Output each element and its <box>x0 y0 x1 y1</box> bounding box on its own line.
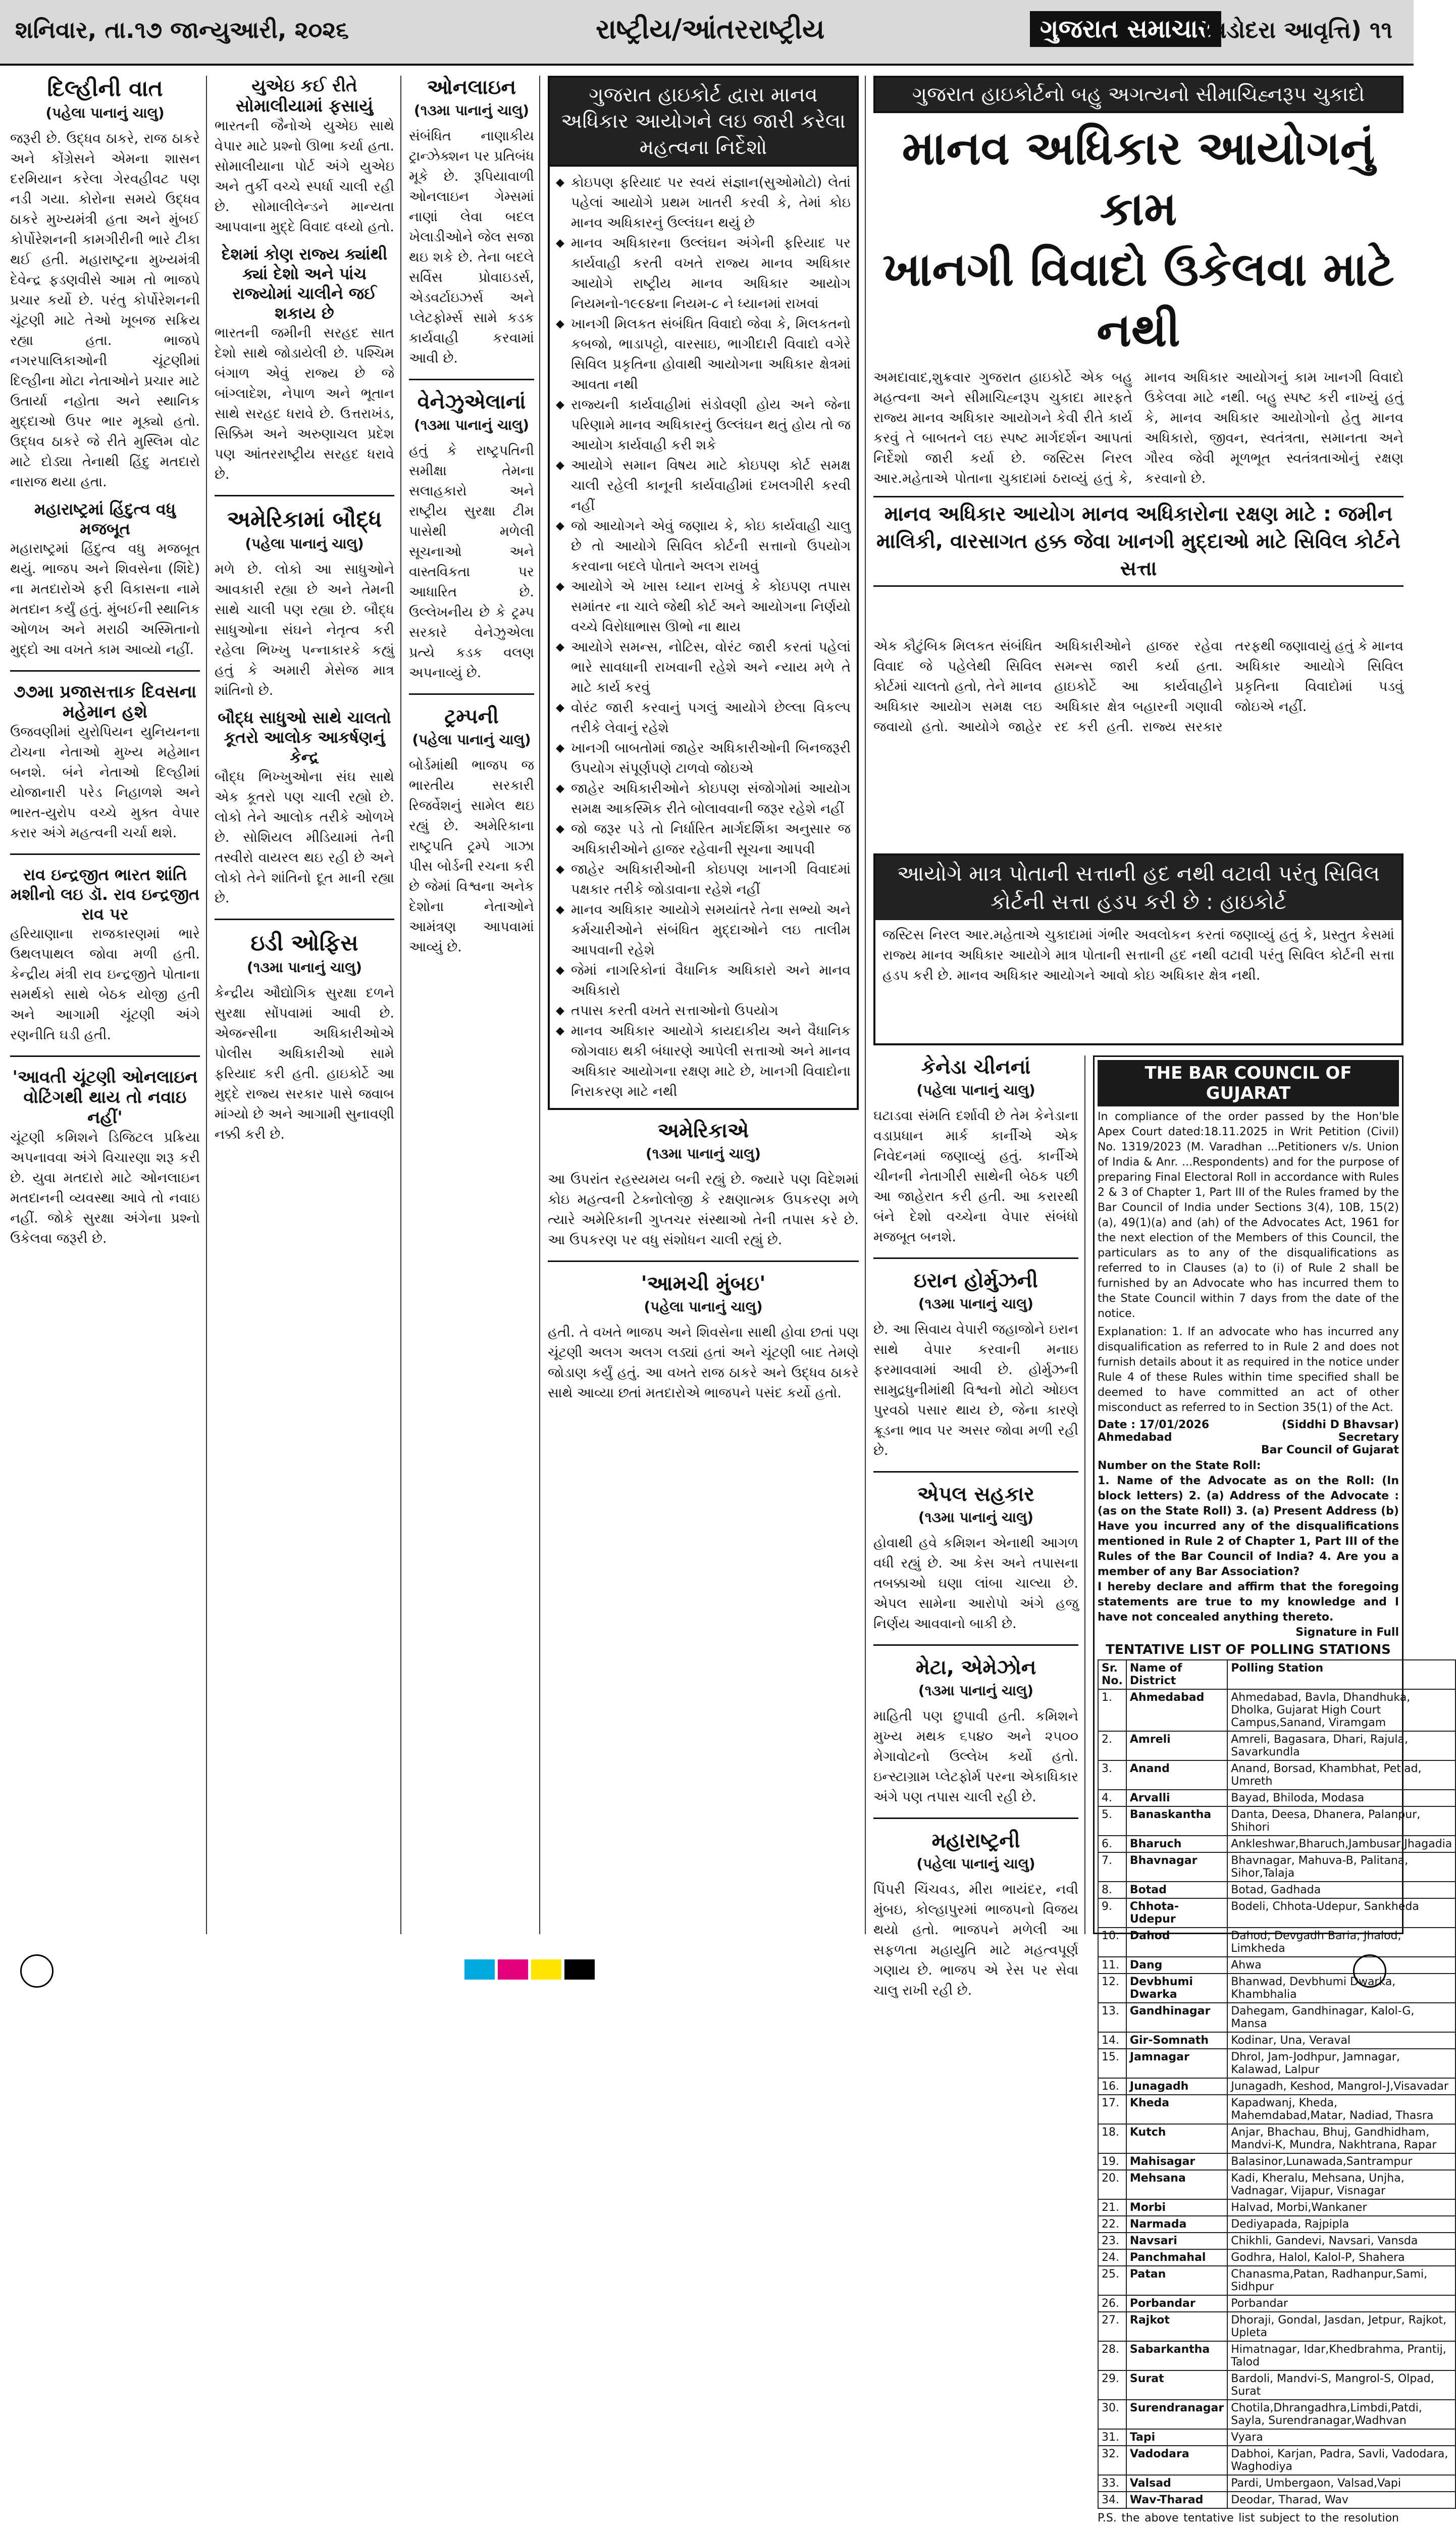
article-body: બોર્ડમાંથી ભાજપ જ ભારતીય સરકારી રિજર્વેશનું સામેલ થઇ રહ્યું છે. અમેરિકાના રાષ્ટ્રપતિ ટ્રમ્પે ગાઝા પીસ બોર્ડની રચના કરી છે જેમાં વિશ્વના અનેક દેશોના નેતાઓને આમંત્રણ આપવામાં આવ્યું છે. <box>409 758 534 955</box>
district-name: Amreli <box>1126 1731 1227 1760</box>
polling-station-list: Dediyapada, Rajpipla <box>1227 2216 1455 2233</box>
table-row <box>1098 1836 1455 1852</box>
cyan-swatch <box>464 1959 495 1980</box>
row-number: 11. <box>1098 1957 1126 1974</box>
page-header <box>0 0 1414 66</box>
row-number: 27. <box>1098 2312 1126 2341</box>
polling-station-list: Bayad, Bhiloda, Modasa <box>1227 1790 1455 1806</box>
district-name: Valsad <box>1126 2475 1227 2492</box>
divider <box>873 1817 1078 1819</box>
column-4 <box>548 76 866 1934</box>
article-body: હોવાથી હવે કમિશન એનાથી આગળ વધી રહ્યું છે. આ કેસ અને તપાસના તબક્કાઓ ઘણા લાંબા ચાલ્યા છે. એપલ સામેના આરોપો અંગે હજુ નિર્ણય આવવાનો બાકી છે. <box>873 1535 1078 1632</box>
row-number: 26. <box>1098 2295 1126 2312</box>
divider <box>548 1260 859 1262</box>
table-row <box>1098 1882 1455 1898</box>
table-row <box>1098 1689 1455 1731</box>
district-name: Morbi <box>1126 2199 1227 2216</box>
table-row <box>1098 2170 1455 2199</box>
row-number: 32. <box>1098 2446 1126 2475</box>
divider <box>873 1257 1078 1259</box>
table-row <box>1098 2233 1455 2249</box>
district-name: Jamnagar <box>1126 2049 1227 2078</box>
district-name: Wav-Tharad <box>1126 2492 1227 2508</box>
polling-station-list: Vyara <box>1227 2429 1455 2446</box>
polling-station-list: Godhra, Halol, Kalol-P, Shahera <box>1227 2249 1455 2266</box>
article-title: ૭૭મા પ્રજાસત્તાક દિવસના મહેમાન હશે <box>13 682 197 722</box>
form-items: 1. Name of the Advocate as on the Roll: (In block letters) 2. (a) Address of the Advocate : (as on the State Roll) 3. (a) Present Address (b) Have you incurred any of the disqualifications mentioned in Rule 2 of Chapter 1, Part III of the Rules of the Bar Council of India? 4. Are you a member of any Bar Association? <box>1098 1475 1399 1578</box>
signature-label: Signature in Full <box>1295 1626 1399 1639</box>
polling-stations-table <box>1098 1659 1456 2509</box>
district-name: Rajkot <box>1126 2312 1227 2341</box>
table-row <box>1098 2153 1455 2170</box>
article-continuation: (૧૩મા પાનાનું ચાલુ) <box>413 417 530 433</box>
row-number: 12. <box>1098 1974 1126 2003</box>
article-body: મહારાષ્ટ્રમાં હિંદુત્વ વધુ મજબૂત થયું. ભાજપ અને શિવસેના (શિંદે) ના મતદારોએ ફરી વિકાસના નામે મતદાન કર્યું હતું. મુંબઈની સ્થાનિક ઓળખ અને મરાઠી અસ્મિતાનો મુદ્દો આ વખતે કામ આવ્યો નહીં. <box>10 541 200 658</box>
table-title: TENTATIVE LIST OF POLLING STATIONS <box>1106 1642 1391 1657</box>
row-number: 10. <box>1098 1928 1126 1957</box>
article-body: સંબંધિત નાણાકીય ટ્રાન્ઝેક્શન પર પ્રતિબંધ મૂકે છે. રૂપિયાવાળી ઓનલાઇન ગેમ્સમાં નાણાં લેવા બદલ ખેલાડીઓને જેલ સજા થઇ શકે છે. તેના બદલે સર્વિસ પ્રોવાઇડર્સ, એડવર્ટાઇઝર્સ અને પ્લેટફોર્મ્સ સામે કડક કાર્યવાહી કરવામાં આવી છે. <box>409 128 534 366</box>
row-number: 21. <box>1098 2199 1126 2216</box>
lead-headline-2: ખાનગી વિવાદો ઉકેલવા માટે નથી <box>882 242 1394 357</box>
article-body: ઘટાડવા સંમતિ દર્શાવી છે તેમ કેનેડાના વડાપ્રધાન માર્ક કાર્નીએ એક નિવેદનમાં જણાવ્યું હતું. કાર્નીએ ચીનની નેતાગીરી સાથેની બેઠક પછી આ જાહેરાત કરી હતી. આ કરારથી બંને દેશો વચ્ચેના વેપાર સંબંધો મજબૂત બનશે. <box>873 1108 1078 1245</box>
polling-station-list: Deodar, Tharad, Wav <box>1227 2492 1455 2508</box>
article-body: હતી. તે વખતે ભાજપ અને શિવસેના સાથી હોવા છતાં પણ ચૂંટણી અલગ અલગ લડ્યાં હતાં અને ચૂંટણી બાદ તેમણે જોડાણ કર્યું હતું. આ વખતે રાજ ઠાકરે અને ઉદ્ધવ ઠાકરે સાથે આવ્યા છતાં મતદારોએ ભાજપને પસંદ કર્યો હતો. <box>548 1325 859 1401</box>
polling-station-list: Ahwa <box>1227 1957 1455 1974</box>
directive-item: ◆ ખાનગી મિલકત સંબંધિત વિવાદો જેવા કે, મિલકતનો કબજો, ભાડાપટ્ટો, વારસાઇ, ભાગીદારી વિવાદો વગેરે સિવિલ પ્રકૃતિના હોવાથી આયોગના અધિકાર ક્ષેત્રમાં આવતા નથી <box>556 314 851 395</box>
row-number: 16. <box>1098 2078 1126 2095</box>
quote-title: આયોગે માત્ર પોતાની સત્તાની હદ નથી વટાવી પરંતુ સિવિલ કોર્ટની સત્તા હડપ કરી છે : હાઇકોર્ટ <box>875 855 1401 920</box>
column-1 <box>10 76 207 1934</box>
article-continuation: (પહેલા પાનાનું ચાલુ) <box>644 1298 763 1315</box>
directive-item: ◆ કોઇપણ ફરિયાદ પર સ્વયં સંજ્ઞાન(સુઓમોટો) લેતાં પહેલાં આયોગે પ્રથમ ખાતરી કરવી કે, તેમાં કોઇ માનવ અધિકારનું ઉલ્લંઘન થયું છે <box>556 173 851 233</box>
polling-station-list: Junagadh, Keshod, Mangrol-J,Visavadar <box>1227 2078 1455 2095</box>
table-row <box>1098 2446 1455 2475</box>
district-name: Surendranagar <box>1126 2400 1227 2429</box>
article-subhead: બૌદ્ધ સાધુઓ સાથે ચાલતો કૂતરો આલોક આકર્ષણનું કેન્દ્ર <box>218 708 391 767</box>
notice-text: In compliance of the order passed by the Hon'ble Apex Court dated:18.11.2025 in Writ Petition (Civil) No. 1319/2023 (M. Varadhan ...Petitioners v/s. Union of India & Anr. ...Respondents) and for the purpose of preparing Final Electoral Roll in accordance with Rules 2 & 3 of Chapter 1, Part III of the Rules framed by the Bar Council of India under Sections 3(4), 10B, 15(2)(a), 49(1)(a) and (ah) of the Advocates Act, 1961 for the next election of the Members of this Council, the particulars as to any of the disqualifications as referred to in Clauses (a) to (i) of Rule 2 shall be furnished by an Advocate who has incurred them to the State Council within 7 days from the date of the notice. <box>1098 1110 1399 1320</box>
district-name: Gir-Somnath <box>1126 2032 1227 2049</box>
notice-ps: P.S. the above tentative list subject to the resolution <box>1098 2512 1399 2524</box>
row-number: 7. <box>1098 1852 1126 1882</box>
divider <box>409 379 534 380</box>
row-number: 15. <box>1098 2049 1126 2078</box>
article-continuation: (પહેલા પાનાનું ચાલુ) <box>245 535 364 552</box>
article-body: છે. આ સિવાય વેપારી જહાજોને ઇરાન સાથે વેપાર કરવાની મનાઇ ફરમાવવામાં આવી છે. હોર્મુઝની સામુદ્રધુનીમાંથી વિશ્વનો મોટો ઓઇલ પુરવઠો પસાર થાય છે, જેના કારણે ક્રૂડના ભાવ પર અસર જોવા મળી રહી છે. <box>873 1322 1078 1458</box>
lead-continued <box>873 636 1403 848</box>
row-number: 6. <box>1098 1836 1126 1852</box>
directive-item: ◆ રાજ્યની કાર્યવાહીમાં સંડોવણી હોય અને જેના પરિણામે માનવ અધિકારનું ઉલ્લંઘન થતું હોય તો જ આયોગ કાર્યવાહી કરી શકે <box>556 395 851 456</box>
row-number: 5. <box>1098 1806 1126 1836</box>
divider <box>10 670 200 672</box>
row-number: 8. <box>1098 1882 1126 1898</box>
article-subhead: દેશમાં કોણ રાજ્ય ક્યાંથી ક્યાં દેશો અને પાંચ રાજ્યોમાં ચાલીને જઈ શકાય છે <box>221 244 388 323</box>
article-continuation: (૧૩મા પાનાનું ચાલુ) <box>413 102 530 119</box>
directive-item: ◆ ખાનગી બાબતોમાં જાહેર અધિકારીઓની બિનજરૂરી ઉપયોગ સંપૂર્ણપણે ટાળવો જોઇએ <box>556 738 851 779</box>
table-row <box>1098 2295 1455 2312</box>
divider <box>873 1471 1078 1473</box>
district-name: Surat <box>1126 2370 1227 2400</box>
article-body: જરૂરી છે. ઉદ્ધવ ઠાકરે, રાજ ઠાકરે અને કોંગ્રેસને એમના શાસન દરમિયાન કરેલા ગેરવહીવટ પણ નડી ગયા. કોરોના સમયે ઉદ્ધવ ઠાકરે મુખ્યમંત્રી હતા અને મુંબઈ કોર્પોરેશનની કામગીરીની ભારે ટીકા થઈ હતી. મહારાષ્ટ્રના મુખ્યમંત્રી દેવેન્દ્ર ફડણવીસે આમ તો ભાજપે પ્રચાર કર્યો છે. પરંતુ કોર્પોરેશનની ચૂંટણી માટે તેઓ ખૂબજ સક્રિય રહ્યા હતા. ભાજપે નગરપાલિકાઓની ચૂંટણીમાં દિલ્હીના મોટા નેતાઓને પ્રચાર માટે ઉતાર્યા નહોતા અને સ્થાનિક મુદ્દાઓ ઉપર ભાર મૂક્યો હતો. ઉદ્ધવ ઠાકરે જે રીતે મુસ્લિમ વોટ માટે દોડ્યા તેનાથી હિંદુ મતદારો નારાજ થયા હતા. <box>10 131 200 490</box>
district-name: Kutch <box>1126 2124 1227 2153</box>
district-name: Patan <box>1126 2266 1227 2295</box>
polling-station-list: Chanasma,Patan, Radhanpur,Sami, Sidhpur <box>1227 2266 1455 2295</box>
directive-item: ◆ તપાસ કરતી વખતે સત્તાઓનો ઉપયોગ <box>556 1001 851 1021</box>
article-body: ઉજવણીમાં યુરોપિયન યુનિયનના ટોચના નેતાઓ મુખ્ય મહેમાન બનશે. બંને નેતાઓ દિલ્હીમાં યોજાનારી પરેડ નિહાળશે અને ભારત-યુરોપ વચ્ચે મુક્ત વેપાર કરાર અંગે મહત્વની ચર્ચા થશે. <box>10 724 200 841</box>
polling-station-list: Kodinar, Una, Veraval <box>1227 2032 1455 2049</box>
article-continuation: (૧૩મા પાનાનું ચાલુ) <box>918 1682 1034 1699</box>
directive-item: ◆ આયોગે એ ખાસ ધ્યાન રાખવું કે કોઇપણ તપાસ સમાંતર ના ચાલે જેથી કોર્ટ અને આયોગના નિર્ણયો વચ્ચે વિરોધાભાસ ઊભો ના થાય <box>556 577 851 637</box>
polling-station-list: Dahod, Devgadh Baria, Jhalod, Limkheda <box>1227 1928 1455 1957</box>
polling-station-list: Ankleshwar,Bharuch,Jambusar,Jhagadia <box>1227 1836 1455 1852</box>
polling-station-list: Anand, Borsad, Khambhat, Petlad, Umreth <box>1227 1760 1455 1790</box>
row-number: 18. <box>1098 2124 1126 2153</box>
table-row <box>1098 2341 1455 2370</box>
article-title: ઇરાન હોર્મુઝની <box>913 1269 1038 1292</box>
polling-station-list: Dahegam, Gandhinagar, Kalol-G, Mansa <box>1227 2003 1455 2032</box>
notice-place: Ahmedabad <box>1098 1431 1172 1444</box>
district-name: Junagadh <box>1126 2078 1227 2095</box>
color-registration-bar <box>10 1949 1403 1990</box>
directive-item: ◆ માનવ અધિકાર આયોગે સમયાંતરે તેના સભ્યો અને કર્મચારીઓને સંબંધિત મુદ્દાઓને લઇ તાલીમ આપવાની રહેશે <box>556 900 851 961</box>
row-number: 31. <box>1098 2429 1126 2446</box>
table-row <box>1098 1760 1455 1790</box>
polling-station-list: Danta, Deesa, Dhanera, Palanpur, Shihori <box>1227 1806 1455 1836</box>
article-title: અમેરિકાએ <box>657 1119 749 1142</box>
edition-label: (વડોદરા આવૃત્તિ) ૧૧ <box>1202 16 1393 43</box>
registration-mark-icon <box>20 1954 54 1988</box>
polling-station-list: Amreli, Bagasara, Dhari, Rajula, Savarkundla <box>1227 1731 1455 1760</box>
directive-item: ◆ જેમાં નાગરિકોનાં વૈધાનિક અધિકારો અને માનવ અધિકારો <box>556 961 851 1001</box>
notice-title: THE BAR COUNCIL OF GUJARAT <box>1098 1060 1399 1106</box>
district-name: Banaskantha <box>1126 1806 1227 1836</box>
article-continuation: (૧૩મા પાનાનું ચાલુ) <box>645 1145 761 1162</box>
polling-station-list: Dhrol, Jam-Jodhpur, Jamnagar, Kalawad, Lalpur <box>1227 2049 1455 2078</box>
directives-box-title: ગુજરાત હાઇકોર્ટ દ્વારા માનવ અધિકાર આયોગને લઇ જારી કરેલા મહત્વના નિર્દેશો <box>548 76 859 167</box>
polling-station-list: Halvad, Morbi,Wankaner <box>1227 2199 1455 2216</box>
column-2 <box>215 76 401 1934</box>
table-row <box>1098 2370 1455 2400</box>
row-number: 9. <box>1098 1898 1126 1928</box>
article-body: પિંપરી ચિંચવડ, મીરા ભાયંદર, નવી મુંબઇ, કોલ્હાપુરમાં ભાજપનો વિજય થયો હતો. ભાજપને મળેલી આ સફળતા મહાયુતિ માટે મહત્વપૂર્ણ ગણાય છે. ભાજપ એ રેસ પર સેવા ચાલુ રાખી રહી છે. <box>873 1882 1078 1998</box>
polling-station-list: Ahmedabad, Bavla, Dhandhuka, Dholka, Gujarat High Court Campus,Sanand, Viramgam <box>1227 1689 1455 1731</box>
divider <box>409 693 534 695</box>
district-name: Botad <box>1126 1882 1227 1898</box>
polling-station-list: Chikhli, Gandevi, Navsari, Vansda <box>1227 2233 1455 2249</box>
table-row <box>1098 2095 1455 2124</box>
article-body: માહિતી પણ છુપાવી હતી. કમિશને મુખ્ય મથક ૬૫૪૦ અને ૨૫૦૦ મેગાવોટનો ઉલ્લેખ કર્યો હતો. ઇન્સ્ટાગ્રામ પ્લેટફોર્મ પરના એકાધિકાર અંગે પણ તપાસ ચાલી રહી છે. <box>873 1708 1078 1805</box>
table-row <box>1098 2475 1455 2492</box>
table-row <box>1098 1898 1455 1928</box>
polling-station-list: Himatnagar, Idar,Khedbrahma, Prantij, Talod <box>1227 2341 1455 2370</box>
article-title: ટ્રમ્પની <box>444 705 499 728</box>
district-name: Gandhinagar <box>1126 2003 1227 2032</box>
table-row <box>1098 2429 1455 2446</box>
lead-headline: માનવ અધિકાર આયોગનું કામ <box>902 121 1375 236</box>
polling-station-list: Anjar, Bhachau, Bhuj, Gandhidham, Mandvi-K, Mundra, Nakhtrana, Rapar <box>1227 2124 1455 2153</box>
table-row <box>1098 2032 1455 2049</box>
polling-station-list: Bhanwad, Devbhumi Dwarka, Khambhalia <box>1227 1974 1455 2003</box>
quote-box <box>873 853 1403 1045</box>
district-name: Vadodara <box>1126 2446 1227 2475</box>
article-title: 'આમચી મુંબઇ' <box>641 1272 766 1295</box>
article-body: બૌદ્ધ ભિખ્ખુઓના સંઘ સાથે એક કૂતરો પણ ચાલી રહ્યો છે. લોકો તેને આલોક તરીકે ઓળખે છે. સોશિયલ મીડિયામાં તેની તસ્વીરો વાયરલ થઇ રહી છે અને લોકો તેને શાંતિનો દૂત માની રહ્યા છે. <box>215 769 394 906</box>
article-continuation: (પહેલા પાનાનું ચાલુ) <box>916 1082 1035 1098</box>
polling-station-list: Bardoli, Mandvi-S, Mangrol-S, Olpad, Surat <box>1227 2370 1455 2400</box>
divider <box>10 853 200 855</box>
article-title: કેનેડા ચીનનાં <box>921 1055 1031 1079</box>
district-name: Chhota-Udepur <box>1126 1898 1227 1928</box>
newspaper-logo: ગુજરાત સમાચાર <box>1030 11 1221 47</box>
directive-item: ◆ જો આયોગને એવું જણાય કે, કોઇ કાર્યવાહી ચાલુ છે તો આયોગે સિવિલ કોર્ટની સત્તાનો ઉપયોગ કરવાના બદલે પોતાને અલગ રાખવું <box>556 516 851 577</box>
black-swatch <box>564 1959 595 1980</box>
article-body: ભારતની જૈનોએ યુએઇ સાથે વેપાર માટે પ્રશ્નો ઊભા કર્યા હતા. સોમાલીયાના પોર્ટ અંગે યુએઇ અને તુર્કી વચ્ચે સ્પર્ધા ચાલી રહી છે. સોમાલીલેન્ડને માન્યતા આપવાના મુદ્દે વિવાદ વધ્યો હતો. <box>215 118 394 235</box>
lead-sub-body: એક કૌટુંબિક મિલકત સંબંધિત વિવાદ જે પહેલેથી સિવિલ કોર્ટમાં ચાલતો હતો, તેને માનવ અધિકાર આયોગ સમક્ષ લઇ જવાયો હતો. આયોગે જાહેર અધિકારીઓને હાજર રહેવા સમન્સ જારી કર્યા હતા. હાઇકોર્ટે આ કાર્યવાહીને અધિકાર ક્ષેત્ર બહારની ગણાવી રદ કરી હતી. રાજ્ય સરકાર તરફથી જણાવાયું હતું કે માનવ અધિકાર આયોગે સિવિલ પ્રકૃતિના વિવાદોમાં પડવું જોઇએ નહીં. <box>873 638 1403 735</box>
district-name: Mehsana <box>1126 2170 1227 2199</box>
polling-station-list: Dabhoi, Karjan, Padra, Savli, Vadodara, Waghodiya <box>1227 2446 1455 2475</box>
magenta-swatch <box>498 1959 528 1980</box>
row-number: 1. <box>1098 1689 1126 1731</box>
section-title: રાષ્ટ્રીય/આંતરરાષ્ટ્રીય <box>596 13 825 45</box>
row-number: 29. <box>1098 2370 1126 2400</box>
notice-explanation: Explanation: 1. If an advocate who has incurred any disqualification as referred to in Rule 2 and does not furnish details about it as required in the notice under Rule 4 of these Rules within time specified shall be deemed to have committed an act of other misconduct as referred to in Section 35(1) of the Act. <box>1098 1326 1399 1414</box>
signatory-title: Secretary <box>1338 1431 1399 1444</box>
article-body: મળે છે. લોકો આ સાધુઓને આવકારી રહ્યા છે અને તેમની સાથે ચાલી પણ રહ્યા છે. બૌદ્ધ સાધુઓના સંઘને નેતૃત્વ કરી રહેલા ભિખ્ખુ પન્નાકારકે કહ્યું હતું કે અમારી મેસેજ માત્ર શાંતિનો છે. <box>215 562 394 698</box>
signatory-org: Bar Council of Gujarat <box>1261 1444 1399 1456</box>
row-number: 33. <box>1098 2475 1126 2492</box>
district-name: Sabarkantha <box>1126 2341 1227 2370</box>
row-number: 17. <box>1098 2095 1126 2124</box>
article-body: કેન્દ્રીય ઔદ્યોગિક સુરક્ષા દળને સુરક્ષા સોંપવામાં આવી છે. એજન્સીના અધિકારીઓએ પોલીસ અધિકારીઓ સામે ફરિયાદ કરી હતી. હાઇકોર્ટે આ મુદ્દે રાજ્ય સરકાર પાસે જવાબ માંગ્યો છે અને આગામી સુનાવણી નક્કી કરી છે. <box>215 985 394 1142</box>
lead-story <box>873 76 1403 631</box>
article-body: ચૂંટણી કમિશને ડિજિટલ પ્રક્રિયા અપનાવવા અંગે વિચારણા શરૂ કરી છે. યુવા મતદારો માટે ઓનલાઇન મતદાનની વ્યવસ્થા આવે તો નવાઇ નહીં. જોકે સુરક્ષા અંગેના પ્રશ્નો ઉકેલવા જરૂરી છે. <box>10 1130 200 1246</box>
divider <box>873 1644 1078 1646</box>
article-title: મેટા, એમેઝોન <box>915 1656 1036 1679</box>
issue-date: શનિવાર, તા.૧૭ જાન્યુઆરી, ૨૦૨૬ <box>15 16 349 43</box>
polling-station-list: Kadi, Kheralu, Mehsana, Unjha, Vadnagar, Vijapur, Visnagar <box>1227 2170 1455 2199</box>
lead-kicker: ગુજરાત હાઇકોર્ટનો બહુ અગત્યનો સીમાચિહ્નરૂપ ચુકાદો <box>873 76 1403 113</box>
divider <box>10 1055 200 1057</box>
directive-item: ◆ જાહેર અધિકારીઓની કોઇપણ ખાનગી વિવાદમાં પક્ષકાર તરીકે જોડાવાના રહેશે નહીં <box>556 860 851 900</box>
bar-council-notice <box>1093 1055 1452 2524</box>
row-number: 3. <box>1098 1760 1126 1790</box>
table-row <box>1098 2312 1455 2341</box>
column-3 <box>409 76 540 1934</box>
article-title: એપલ સહકાર <box>917 1483 1034 1506</box>
polling-station-list: Porbandar <box>1227 2295 1455 2312</box>
directive-item: ◆ જો જરૂર પડે તો નિર્ધારિત માર્ગદર્શિકા અનુસાર જ અધિકારીઓને હાજર રહેવાની સૂચના આપવી <box>556 819 851 860</box>
directive-item: ◆ જાહેર અધિકારીઓને કોઇપણ સંજોગોમાં આયોગ સમક્ષ આકસ્મિક રીતે બોલાવવાની જરૂર રહેશે નહીં <box>556 779 851 819</box>
polling-station-list: Bhavnagar, Mahuva-B, Palitana, Sihor,Talaja <box>1227 1852 1455 1882</box>
form-declaration: I hereby declare and affirm that the foregoing statements are true to my knowledge and I have not concealed anything thereto. <box>1098 1581 1399 1624</box>
table-row <box>1098 2400 1455 2429</box>
article-title: 'આવતી ચૂંટણી ઓનલાઇન વોટિંગથી થાય તો નવાઇ નહીં' <box>12 1067 198 1128</box>
article-title: મહારાષ્ટ્રની <box>931 1829 1020 1852</box>
table-row <box>1098 1852 1455 1882</box>
directives-box <box>548 167 859 1110</box>
article-continuation: (પહેલા પાનાનું ચાલુ) <box>916 1855 1035 1872</box>
row-number: 22. <box>1098 2216 1126 2233</box>
form-heading: Number on the State Roll: <box>1098 1459 1261 1472</box>
article-body: હરિયાણાના રાજકારણમાં ભારે ઉથલપાથલ જોવા મળી હતી. કેન્દ્રીય મંત્રી રાવ ઇન્દ્રજીતે પોતાના સમર્થકો સાથે બેઠક યોજી હતી અને આગામી ચૂંટણી અંગે રણનીતિ ઘડી હતી. <box>10 926 200 1043</box>
canada-iran-column <box>873 1055 1085 1998</box>
article-continuation: (પહેલા પાનાનું ચાલુ) <box>412 731 531 748</box>
article-title: ઓનલાઇન <box>427 76 516 99</box>
row-number: 20. <box>1098 2170 1126 2199</box>
district-name: Panchmahal <box>1126 2249 1227 2266</box>
district-name: Dahod <box>1126 1928 1227 1957</box>
directives-list <box>556 173 851 1102</box>
row-number: 14. <box>1098 2032 1126 2049</box>
table-row <box>1098 2266 1455 2295</box>
divider <box>215 919 394 920</box>
district-name: Bhavnagar <box>1126 1852 1227 1882</box>
article-body: ભારતની જમીની સરહદ સાત દેશો સાથે જોડાયેલી છે. પશ્ચિમ બંગાળ એવું રાજ્ય છે જે બાંગ્લાદેશ, નેપાળ અને ભૂતાન સાથે સરહદ ધરાવે છે. ઉત્તરાખંડ, સિક્કિમ અને અરુણાચલ પ્રદેશ પણ આંતરરાષ્ટ્રીય સરહદ ધરાવે છે. <box>215 325 394 482</box>
article-title: ઇડી ઓફિસ <box>250 930 358 956</box>
district-name: Kheda <box>1126 2095 1227 2124</box>
article-title: અમેરિકામાં બૌદ્ધ <box>227 507 382 532</box>
table-row <box>1098 1790 1455 1806</box>
notice-date: Date : 17/01/2026 <box>1098 1419 1210 1431</box>
row-number: 2. <box>1098 1731 1126 1760</box>
directive-item: ◆ માનવ અધિકાર આયોગે કાયદાકીય અને વૈધાનિક જોગવાઇ થકી બંધારણે આપેલી સત્તાઓ અને માનવ અધિકાર આયોગના રક્ષણ માટે છે, ખાનગી વિવાદોના નિરાકરણ માટે નથી <box>556 1021 851 1102</box>
lead-subhead: માનવ અધિકાર આયોગ માનવ અધિકારોના રક્ષણ માટે : જમીન માલિકી, વારસાગત હક્ક જેવા ખાનગી મુદ્દાઓ માટે સિવિલ કોર્ટને સત્તા <box>873 496 1403 587</box>
district-name: Mahisagar <box>1126 2153 1227 2170</box>
row-number: 28. <box>1098 2341 1126 2370</box>
row-number: 34. <box>1098 2492 1126 2508</box>
district-name: Tapi <box>1126 2429 1227 2446</box>
article-title: યુએઇ કઈ રીતે સોમાલીયામાં ફસાયું <box>235 76 374 116</box>
article-continuation: (૧૩મા પાનાનું ચાલુ) <box>918 1295 1034 1312</box>
directive-item: ◆ આયોગે સમાન વિષય માટે કોઇપણ કોર્ટ સમક્ષ ચાલી રહેલી કાનૂની કાર્યવાહીમાં દખલગીરી કરવી નહીં <box>556 456 851 516</box>
district-name: Ahmedabad <box>1126 1689 1227 1731</box>
table-row <box>1098 2249 1455 2266</box>
table-header: Sr. No. <box>1098 1660 1126 1689</box>
district-name: Arvalli <box>1126 1790 1227 1806</box>
registration-mark-icon <box>1353 1954 1386 1988</box>
row-number: 13. <box>1098 2003 1126 2032</box>
polling-station-list: Chotila,Dhrangadhra,Limbdi,Patdi, Sayla, Surendranagar,Wadhvan <box>1227 2400 1455 2429</box>
divider <box>215 495 394 496</box>
article-continuation: (૧૩મા પાનાનું ચાલુ) <box>246 959 362 976</box>
table-row <box>1098 2199 1455 2216</box>
table-row <box>1098 1806 1455 1836</box>
row-number: 4. <box>1098 1790 1126 1806</box>
polling-station-list: Botad, Gadhada <box>1227 1882 1455 1898</box>
table-row <box>1098 2049 1455 2078</box>
polling-station-list: Balasinor,Lunawada,Santrampur <box>1227 2153 1455 2170</box>
district-name: Bharuch <box>1126 1836 1227 1852</box>
table-row <box>1098 2216 1455 2233</box>
table-header: Name of District <box>1126 1660 1227 1689</box>
article-title: દિલ્હીની વાત <box>47 76 163 102</box>
article-continuation: (૧૩મા પાનાનું ચાલુ) <box>918 1509 1034 1526</box>
district-name: Porbandar <box>1126 2295 1227 2312</box>
table-row <box>1098 1731 1455 1760</box>
district-name: Navsari <box>1126 2233 1227 2249</box>
article-body: હતું કે રાષ્ટ્રપતિની સમીક્ષા તેમના સલાહકારો અને રાષ્ટ્રીય સુરક્ષા ટીમ પાસેથી મળેલી સૂચનાઓ અને વાસ્તવિકતા પર આધારિત છે. ઉલ્લેખનીય છે કે ટ્રમ્પ સરકારે વેનેઝુએલા પ્રત્યે કડક વલણ અપનાવ્યું છે. <box>409 443 534 681</box>
polling-station-list: Pardi, Umbergaon, Valsad,Vapi <box>1227 2475 1455 2492</box>
quote-body: જસ્ટિસ નિરલ આર.મહેતાએ ચુકાદામાં ગંભીર અવલોકન કરતાં જણાવ્યું હતું કે, પ્રસ્તુત કેસમાં રાજ્ય માનવ અધિકાર આયોગે માત્ર પોતાની સત્તાની હદ નથી વટાવી પરંતુ સિવિલ કોર્ટની સત્તા હડપ કરી છે. માનવ અધિકાર આયોગને આવો કોઇ અધિકાર ક્ષેત્ર નથી. <box>882 927 1394 983</box>
table-row <box>1098 2078 1455 2095</box>
polling-station-list: Kapadwanj, Kheda, Mahemdabad,Matar, Nadiad, Thasra <box>1227 2095 1455 2124</box>
article-title: રાવ ઇન્દ્રજીત ભારત શાંતિ મશીનો લઇ ડૉ. રાવ ઇન્દ્રજીત રાવ પર <box>10 865 200 924</box>
polling-station-list: Bodeli, Chhota-Udepur, Sankheda <box>1227 1898 1455 1928</box>
row-number: 19. <box>1098 2153 1126 2170</box>
table-row <box>1098 2003 1455 2032</box>
lead-body: અમદાવાદ,શુક્રવાર ગુજરાત હાઇકોર્ટે એક બહુ મહત્વના અને સીમાચિહ્નરૂપ ચુકાદા મારફતે રાજ્ય માનવ અધિકાર આયોગને કેવી રીતે કાર્ય કરવું તે બાબતને લઇ સ્પષ્ટ માર્ગદર્શન આપતાં નિર્દેશો જારી કર્યા છે. જસ્ટિસ નિરલ આર.મહેતાએ પોતાના ચુકાદામાં ઠરાવ્યું હતું કે, માનવ અધિકાર આયોગનું કામ ખાનગી વિવાદો ઉકેલવા માટે નથી. બહુ સ્પષ્ટ કરી નાખ્યું હતું કે, માનવ અધિકાર આયોગોનો હેતુ માનવ અધિકારો, જીવન, સ્વતંત્રતા, સમાનતા અને ગૌરવ જેવી મૂળભૂત સ્વતંત્રતાઓનું રક્ષણ કરવાનો છે. <box>873 370 1403 486</box>
polling-station-list: Dhoraji, Gondal, Jasdan, Jetpur, Rajkot, Upleta <box>1227 2312 1455 2341</box>
directive-item: ◆ આયોગે સમન્સ, નોટિસ, વોરંટ જારી કરતાં પહેલાં ભારે સાવધાની રાખવાની રહેશે અને ન્યાય મળે તે માટે કાર્ય કરવું <box>556 637 851 698</box>
article-body: આ ઉપરાંત રહસ્યમય બની રહ્યું છે. જ્યારે પણ વિદેશમાં કોઇ મહત્વની ટેક્નોલોજી કે રક્ષણાત્મક ઉપકરણ મળે ત્યારે અમેરિકાની ગુપ્તચર સંસ્થાઓ તેની તપાસ કરે છે. આ ઉપકરણ પર વધુ સંશોધન ચાલી રહ્યું છે. <box>548 1172 859 1248</box>
article-title: વેનેઝુએલાનાં <box>417 390 526 414</box>
article-subhead: મહારાષ્ટ્રમાં હિંદુત્વ વધુ મજબૂત <box>34 499 176 538</box>
directive-item: ◆ માનવ અધિકારના ઉલ્લંઘન અંગેની ફરિયાદ પર કાર્યવાહી કરતી વખતે રાજ્ય માનવ અધિકાર આયોગે રાષ્ટ્રીય માનવ અધિકાર આયોગ નિયમનો-૧૯૯૪ના નિયમ-૮ ને ધ્યાનમાં રાખવાં <box>556 233 851 314</box>
row-number: 24. <box>1098 2249 1126 2266</box>
district-name: Dang <box>1126 1957 1227 1974</box>
table-header: Polling Station <box>1227 1660 1455 1689</box>
row-number: 25. <box>1098 2266 1126 2295</box>
district-name: Narmada <box>1126 2216 1227 2233</box>
directive-item: ◆ વોરંટ જારી કરવાનું પગલું આયોગે છેલ્લા વિકલ્પ તરીકે લેવાનું રહેશે <box>556 698 851 738</box>
table-row <box>1098 2492 1455 2508</box>
signatory-name: (Siddhi D Bhavsar) <box>1281 1419 1399 1431</box>
table-row <box>1098 2124 1455 2153</box>
district-name: Anand <box>1126 1760 1227 1790</box>
row-number: 23. <box>1098 2233 1126 2249</box>
article-continuation: (પહેલા પાનાનું ચાલુ) <box>45 105 165 121</box>
row-number: 30. <box>1098 2400 1126 2429</box>
yellow-swatch <box>531 1959 561 1980</box>
district-name: Devbhumi Dwarka <box>1126 1974 1227 2003</box>
